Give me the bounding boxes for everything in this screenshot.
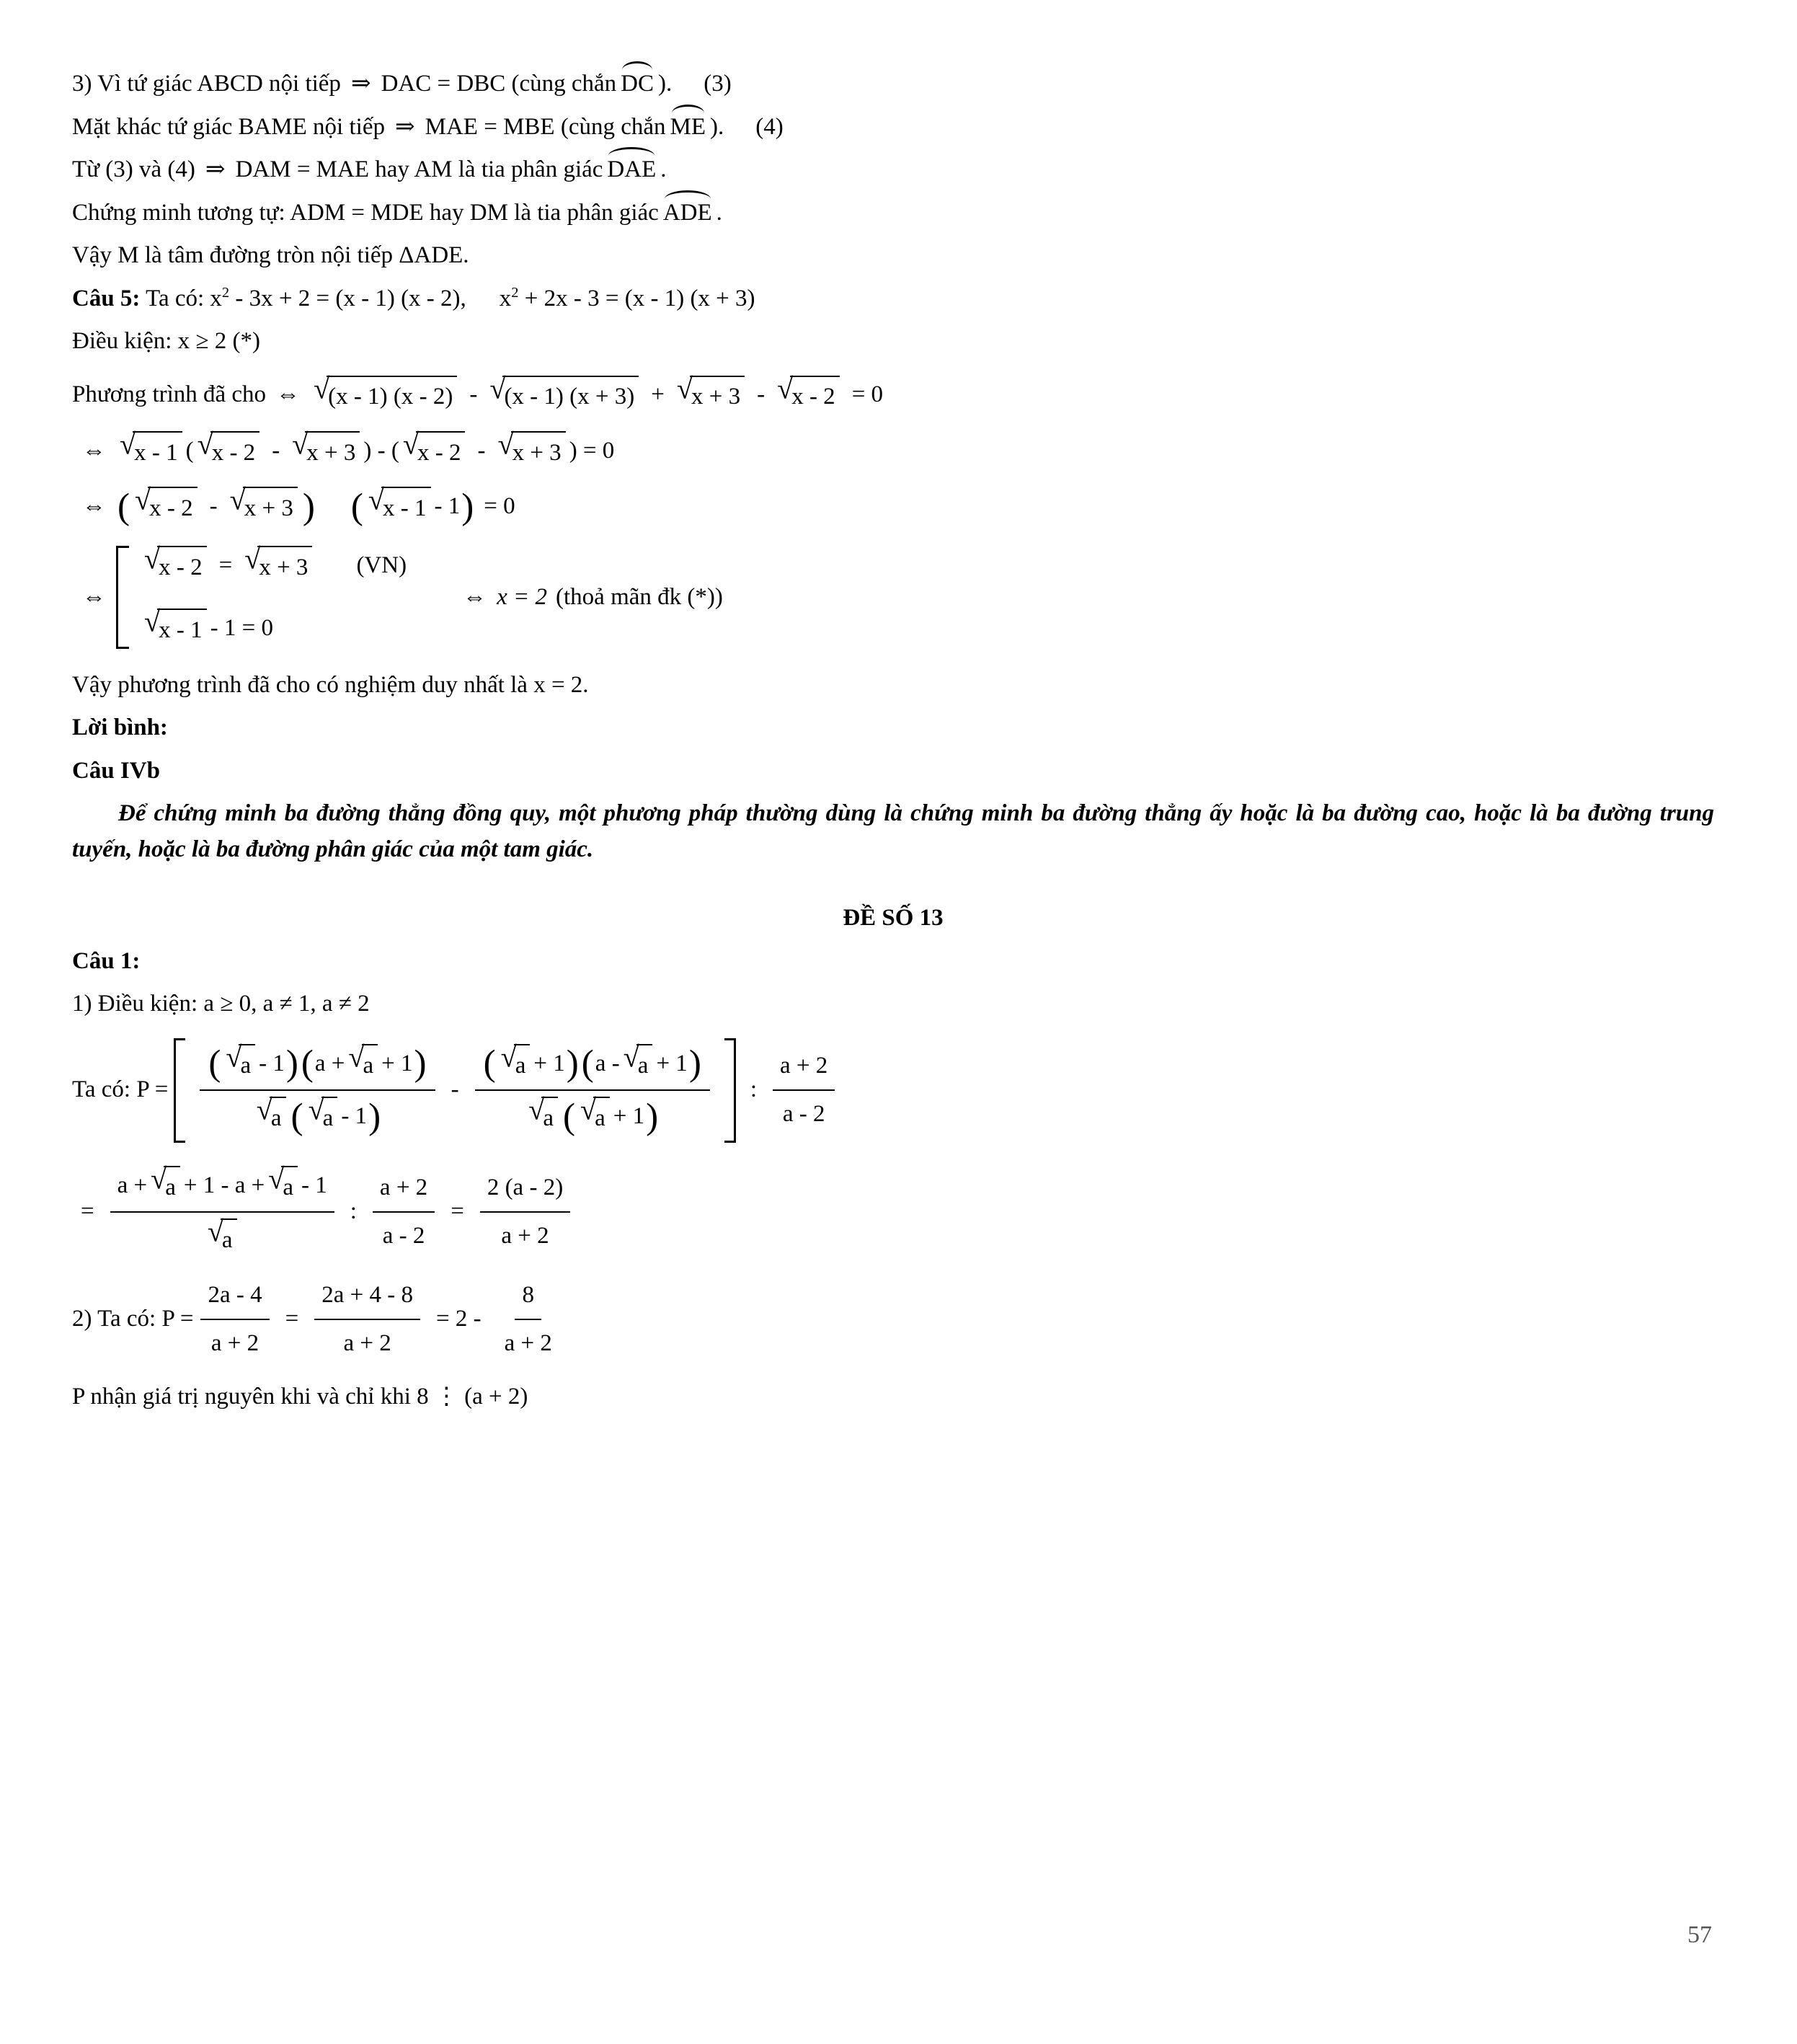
text-fragment: Ta có: (146, 285, 205, 311)
text-fragment: + 1 (656, 1050, 688, 1076)
radical-icon: √ (777, 371, 794, 404)
text-fragment: Điều kiện: x ≥ 2 (*) (72, 328, 260, 354)
left-bracket-icon (116, 546, 129, 649)
minus-operator: - (451, 1076, 459, 1103)
numerator: 2a - 4 (200, 1276, 269, 1321)
equation-tag: (4) (755, 113, 784, 140)
arc-name: DAE (607, 152, 656, 188)
geometry-line-4 (72, 195, 1714, 231)
text-fragment: Phương trình đã cho (72, 381, 267, 408)
system-rows (141, 542, 407, 649)
fraction (497, 1276, 559, 1363)
radicand: x - 2 (148, 487, 198, 526)
text-fragment: - 1 (341, 1103, 368, 1130)
cau1-p-expression (72, 1038, 1714, 1143)
exponent: 2 (221, 284, 230, 301)
radicand: x + 3 (511, 431, 566, 471)
text-fragment: + 2x - 3 = (x - 1) (x + 3) (518, 285, 755, 311)
numerator: ( √ a - 1 ) ( a + √ a + 1 ) (200, 1043, 435, 1091)
text-fragment: Vậy phương trình đã cho có nghiệm duy nhất là x = 2. (72, 671, 589, 698)
text-fragment: Ta có: P = (72, 1076, 169, 1103)
radicand: (x - 1) (x - 2) (327, 376, 457, 415)
sqrt-expression (528, 1093, 558, 1136)
text-fragment: . (660, 156, 667, 182)
iff-arrow-icon: ⇔ (82, 437, 106, 464)
iff-arrow-icon: ⇔ (463, 583, 487, 610)
text-fragment: - 1 (434, 493, 461, 520)
fraction (480, 1169, 570, 1256)
radical-icon: √ (144, 542, 161, 575)
numerator: a + 2 (773, 1047, 835, 1092)
text-fragment: - 1 = 0 (210, 615, 273, 642)
denominator: a - 2 (382, 1223, 425, 1249)
iff-arrow-icon: ⇔ (82, 583, 106, 610)
cau5-step-3: ⇔ ( √ x - 2 - √ x + 3 ) ( √ x - 1 - 1 ) = 0 (82, 483, 515, 528)
denominator: a + 2 (501, 1223, 549, 1249)
radical-icon: √ (151, 1162, 167, 1195)
text-fragment: - 3x + 2 = (x - 1) (x - 2), (229, 285, 466, 311)
radicand: a (514, 1044, 531, 1084)
radical-icon: √ (580, 1093, 597, 1126)
vn-note: (VN) (356, 552, 407, 578)
cau5-step-2 (72, 428, 1714, 471)
arc-name: ADE (663, 195, 712, 231)
radical-icon: √ (314, 371, 330, 404)
radicand: a (321, 1097, 338, 1136)
radical-icon: √ (256, 1093, 272, 1126)
equation-tag: (3) (704, 71, 732, 97)
radicand: a (239, 1044, 255, 1084)
exponent: 2 (511, 284, 519, 301)
text-fragment: . (716, 199, 722, 226)
numerator: ( √ a + 1 ) ( a - √ a + 1 ) (475, 1043, 710, 1091)
text-fragment: ). (658, 71, 673, 97)
radical-icon: √ (292, 428, 309, 461)
sqrt-expression (256, 1093, 286, 1136)
radical-icon: √ (244, 542, 261, 575)
right-square-bracket-icon (724, 1038, 736, 1143)
numerator: 8 (515, 1276, 541, 1321)
sqrt-expression (402, 428, 466, 471)
cau5-heading (72, 281, 1714, 317)
denominator (197, 1213, 248, 1260)
radicand: x - 2 (416, 431, 466, 471)
radical-icon: √ (308, 1093, 324, 1126)
math-identity (500, 286, 755, 311)
cau5-label: Câu 5: (72, 285, 141, 311)
geometry-line-3 (72, 152, 1714, 188)
radicand: a (221, 1218, 237, 1258)
radical-icon: √ (197, 428, 213, 461)
fraction (200, 1276, 269, 1363)
iff-arrow-icon: ⇔ (276, 381, 301, 408)
fraction (110, 1164, 334, 1260)
fraction (314, 1276, 420, 1363)
loibinh-paragraph (72, 796, 1714, 867)
text-fragment: DAC = DBC (cùng chắn (381, 71, 617, 97)
divide-colon: : (350, 1198, 357, 1225)
sqrt-expression (292, 428, 360, 471)
sqrt-expression (151, 1162, 180, 1205)
sqrt-expression (120, 428, 182, 471)
cau1-simplify-line (72, 1164, 1714, 1260)
text-fragment: Câu 1: (72, 947, 141, 974)
text-fragment: DAM = MAE hay AM là tia phân giác (235, 156, 603, 182)
radicand: x - 1 (157, 609, 207, 648)
radicand: x + 3 (243, 487, 298, 526)
radical-icon: √ (368, 483, 384, 516)
radicand: x - 2 (157, 546, 207, 585)
text-fragment: ). (710, 113, 724, 140)
paren: ) - ( (363, 437, 399, 464)
radicand: x + 3 (690, 376, 745, 415)
sqrt-expression (226, 1040, 255, 1084)
text-fragment: a + (314, 1050, 345, 1076)
radicand: a (541, 1097, 558, 1136)
radical-icon: √ (489, 371, 506, 404)
paren: ( (185, 437, 194, 464)
radical-icon: √ (207, 1215, 223, 1248)
cau1-condition (72, 986, 1714, 1022)
text-fragment: + 1 (613, 1103, 645, 1130)
iff-arrow-icon: ⇔ (82, 493, 106, 520)
radical-icon: √ (229, 483, 246, 516)
sqrt-expression (580, 1093, 610, 1136)
section-title: ĐỀ SỐ 13 (843, 905, 944, 932)
text-fragment: Vậy M là tâm đường tròn nội tiếp ΔADE. (72, 242, 469, 268)
sqrt-expression (229, 483, 298, 526)
equals-zero: = 0 (851, 381, 884, 408)
denominator: a + 2 (504, 1330, 552, 1357)
implies-arrow-icon: ⇒ (205, 156, 226, 182)
text-fragment: - 1 (301, 1172, 327, 1198)
geometry-line-1 (72, 66, 1714, 102)
radical-icon: √ (500, 1040, 517, 1074)
sqrt-expression (197, 428, 260, 471)
fraction (475, 1040, 710, 1138)
radical-icon: √ (497, 428, 514, 461)
cau1-conclusion (72, 1379, 1714, 1415)
loibinh-subtitle (72, 753, 1714, 789)
radicand: a (593, 1097, 610, 1136)
divide-colon: : (750, 1076, 758, 1103)
radicand: (x - 1) (x + 3) (502, 376, 639, 415)
text-fragment: Câu IVb (72, 757, 160, 784)
equals-operator: = (218, 552, 233, 578)
sqrt-expression (777, 371, 840, 415)
sqrt-expression (144, 542, 207, 585)
system-row-2 (141, 605, 407, 648)
de13-title (72, 901, 1714, 937)
sqrt-expression (489, 371, 639, 415)
fraction (200, 1040, 435, 1138)
arc-name: ME (670, 110, 706, 146)
radical-icon: √ (348, 1040, 365, 1074)
sqrt-expression (500, 1040, 531, 1084)
denominator: √ a ( √ a + 1 ) (528, 1093, 659, 1137)
implies-arrow-icon: ⇒ (350, 71, 371, 97)
text-fragment: + 1 - a + (183, 1172, 265, 1198)
text-fragment: a + (117, 1172, 148, 1198)
radical-icon: √ (226, 1040, 242, 1074)
plus-operator: + (651, 381, 665, 408)
denominator: a - 2 (782, 1101, 825, 1128)
radicand: a (270, 1097, 286, 1136)
sqrt-expression (244, 542, 312, 585)
numerator: a + 2 (373, 1169, 435, 1213)
denominator: √ a ( √ a - 1 ) (256, 1093, 381, 1137)
numerator (110, 1164, 334, 1213)
minus-operator: - (209, 493, 218, 520)
denominator: a + 2 (210, 1330, 259, 1357)
minus-operator: - (757, 381, 766, 408)
fraction (773, 1047, 835, 1134)
radical-icon: √ (144, 605, 161, 638)
system-row-1 (141, 542, 407, 585)
implies-arrow-icon: ⇒ (394, 113, 415, 140)
denominator: a + 2 (343, 1330, 391, 1357)
sqrt-expression (348, 1040, 378, 1084)
radical-icon: √ (402, 428, 419, 461)
text-fragment: Chứng minh tương tự: ADM = MDE hay DM là tia phân giác (72, 199, 659, 226)
sqrt-expression (368, 483, 431, 526)
cau1-label (72, 944, 1714, 980)
numerator: 2 (a - 2) (480, 1169, 570, 1213)
radicand: a (281, 1166, 298, 1205)
cau5-step-1 (72, 371, 1714, 415)
geometry-line-5 (72, 238, 1714, 274)
fraction (373, 1169, 435, 1256)
cau1-part2-line (72, 1276, 1714, 1363)
radical-icon: √ (676, 371, 693, 404)
minus-operator: - (469, 381, 478, 408)
text-fragment: Mặt khác tứ giác BAME nội tiếp (72, 113, 385, 140)
radicand: x - 1 (133, 431, 182, 471)
bracket-group (174, 1038, 736, 1143)
arc-name: DC (621, 66, 654, 102)
radicand: a (164, 1166, 180, 1205)
text-fragment: 3) Vì tứ giác ABCD nội tiếp (72, 71, 341, 97)
radical-icon: √ (528, 1093, 545, 1126)
equals-operator: = (81, 1198, 94, 1225)
minus-operator: - (477, 437, 486, 464)
text-fragment: Để chứng minh ba đường thẳng đồng quy, một phương pháp thường dùng là chứng minh ba đường thẳng ấy hoặc là ba đường cao, hoặc là ba đường trung tuyến, hoặc là ba đường phân giác của một tam giác. (72, 800, 1714, 862)
text-fragment: Lời bình: (72, 714, 168, 741)
sqrt-expression (144, 605, 207, 648)
text-fragment: 2) Ta có: P = (72, 1306, 194, 1332)
equals-zero: ) = 0 (569, 437, 615, 464)
loibinh-title (72, 710, 1714, 746)
radicand: a (362, 1044, 378, 1084)
radicand: x - 1 (381, 487, 431, 526)
radicand: x + 3 (257, 546, 312, 585)
sqrt-expression (135, 483, 198, 526)
sqrt-expression (314, 371, 457, 415)
radicand: x - 2 (790, 376, 840, 415)
sqrt-expression (268, 1162, 298, 1205)
radicand: x - 2 (210, 431, 260, 471)
radical-icon: √ (120, 428, 136, 461)
page-number: 57 (1687, 1921, 1712, 1948)
sqrt-expression (207, 1215, 237, 1258)
geometry-line-2 (72, 110, 1714, 146)
text-fragment: Từ (3) và (4) (72, 156, 195, 182)
cau5-system (72, 542, 1714, 649)
cau5-condition (72, 324, 1714, 360)
system-conclusion (453, 580, 723, 616)
radicand: a (636, 1044, 653, 1084)
numerator: 2a + 4 - 8 (314, 1276, 420, 1321)
text-fragment: + 1 (381, 1050, 413, 1076)
minus-operator: - (272, 437, 280, 464)
equation-system (116, 542, 407, 649)
sqrt-expression (308, 1093, 338, 1136)
radicand: x + 3 (305, 431, 360, 471)
sqrt-expression (497, 428, 565, 471)
equals-operator: = (451, 1198, 464, 1225)
left-square-bracket-icon (174, 1038, 185, 1143)
text-fragment: a - (595, 1050, 620, 1076)
text-fragment: + 1 (533, 1050, 565, 1076)
text-fragment: MAE = MBE (cùng chắn (425, 113, 666, 140)
radical-icon: √ (623, 1040, 639, 1074)
text-fragment: - 1 (259, 1050, 285, 1076)
sqrt-expression (623, 1040, 653, 1084)
text-fragment: (thoả mãn đk (*)) (556, 583, 723, 610)
text-fragment: x (499, 285, 512, 311)
text-fragment: P nhận giá trị nguyên khi và chỉ khi 8 ⋮ (a + 2) (72, 1383, 528, 1410)
sqrt-expression (676, 371, 745, 415)
bracket-content (190, 1038, 720, 1143)
equals-zero: = 0 (484, 493, 515, 520)
equals-operator: = (285, 1306, 299, 1332)
radical-icon: √ (268, 1162, 285, 1195)
math-identity (210, 286, 466, 311)
solution-value: x = 2 (497, 583, 548, 610)
equals-operator: = 2 - (435, 1306, 482, 1332)
text-fragment: x (210, 285, 222, 311)
text-fragment: 1) Điều kiện: a ≥ 0, a ≠ 1, a ≠ 2 (72, 991, 370, 1017)
radical-icon: √ (135, 483, 151, 516)
cau5-final (72, 668, 1714, 704)
